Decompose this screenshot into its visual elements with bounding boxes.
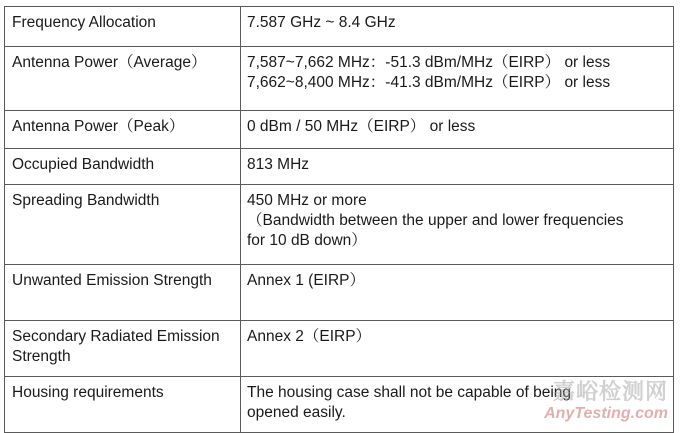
value-line: for 10 dB down） [247, 232, 367, 249]
value-cell [241, 149, 674, 185]
value-cell [241, 377, 674, 433]
value-line: Annex 1 (EIRP） [247, 272, 366, 289]
value-line: 0 dBm / 50 MHz（EIRP） or less [247, 118, 476, 135]
table-row [5, 47, 674, 111]
table-row [5, 111, 674, 149]
param-cell: Unwanted Emission Strength [5, 265, 241, 321]
value-cell [241, 111, 674, 149]
spec-table [4, 6, 674, 433]
table-row [5, 377, 674, 433]
param-cell: Frequency Allocation [5, 7, 241, 47]
value-cell [241, 265, 674, 321]
param-cell: Occupied Bandwidth [5, 149, 241, 185]
param-cell: Antenna Power（Peak） [5, 111, 241, 149]
value-cell [241, 185, 674, 265]
watermark-en: AnyTesting.com [544, 405, 668, 422]
table-row [5, 149, 674, 185]
value-line: Annex 2（EIRP） [247, 328, 372, 345]
value-line: 450 MHz or more [247, 192, 367, 209]
watermark-cn: 嘉峪检测网 [552, 380, 668, 405]
value-line: The housing case shall not be capable of being [247, 384, 572, 401]
table-row [5, 7, 674, 47]
param-cell: Antenna Power（Average） [5, 47, 241, 111]
value-line: 7.587 GHz ~ 8.4 GHz [247, 14, 396, 31]
value-cell [241, 321, 674, 377]
value-line: 813 MHz [247, 156, 310, 173]
value-cell [241, 7, 674, 47]
value-line: 7,587~7,662 MHz：-51.3 dBm/MHz（EIRP） or less [247, 54, 611, 71]
value-line: （Bandwidth between the upper and lower frequencies [247, 212, 624, 229]
table-row [5, 321, 674, 377]
param-cell: Housing requirements [5, 377, 241, 433]
value-line: opened easily. [247, 404, 346, 421]
param-cell: Secondary Radiated Emission Strength [5, 321, 241, 377]
param-cell: Spreading Bandwidth [5, 185, 241, 265]
table-row [5, 185, 674, 265]
table-row [5, 265, 674, 321]
value-line: 7,662~8,400 MHz：-41.3 dBm/MHz（EIRP） or less [247, 74, 611, 91]
value-cell [241, 47, 674, 111]
